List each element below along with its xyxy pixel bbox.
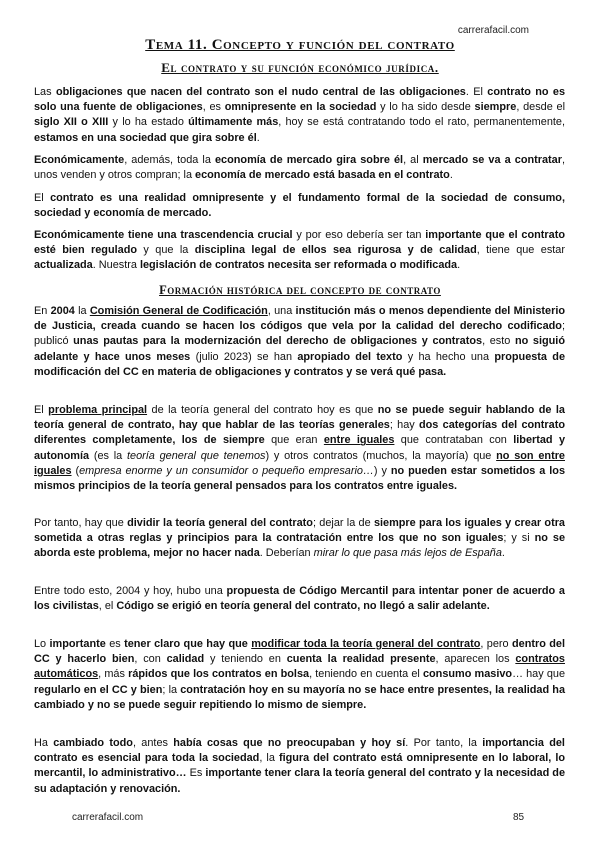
text-run: la	[74, 305, 90, 317]
text-run: cambiado todo	[53, 737, 133, 749]
text-run: , además, toda la	[124, 154, 215, 166]
text-run: tener claro que hay que	[124, 638, 252, 650]
text-run: , antes	[132, 737, 174, 749]
text-run: consumo masivo	[422, 668, 513, 681]
text-run: , unos venden y otros compran; la	[34, 154, 565, 182]
text-run: actualizada	[34, 259, 93, 272]
text-run: modificar toda la teoría general del contrato	[251, 638, 481, 650]
text-run: contratos automáticos	[34, 653, 565, 681]
text-run: . Deberían	[259, 547, 314, 560]
text-run: y lo ha estado	[108, 116, 189, 129]
paragraph	[34, 637, 565, 713]
text-run: teoría general que tenemos	[127, 449, 266, 462]
section-title-1: El contrato y su función económico jurídica.	[161, 60, 439, 75]
text-run: importante	[49, 638, 106, 650]
page-title: Tema 11. Concepto y función del contrato	[145, 37, 455, 53]
text-run: , al	[403, 154, 423, 166]
text-run: estamos en una sociedad que gira sobre él	[34, 131, 257, 144]
paragraph	[34, 191, 565, 221]
text-run: . Nuestra	[92, 259, 140, 272]
text-run: El	[34, 404, 49, 416]
text-run: es	[105, 638, 125, 650]
text-run: , pero	[480, 638, 512, 650]
text-run: , desde el	[516, 101, 565, 114]
paragraph	[34, 584, 565, 614]
text-run: , más	[98, 668, 129, 681]
text-run: y por eso debería ser tan	[292, 229, 426, 241]
text-run: propuesta de modificación del CC en materia de obligaciones y contratos y se verá qué pasa.	[34, 350, 566, 378]
text-run: institución más o menos dependiente del Ministerio de Justicia, creada cuando se hacen los códigos que vela por la calidad del derecho codificado	[34, 305, 566, 333]
text-run: , hoy se está contratando todo el rato, permanentemente,	[278, 116, 565, 129]
text-run: … hay que	[512, 668, 566, 681]
text-run: omnipresente en la sociedad	[224, 101, 377, 114]
paragraph	[34, 85, 565, 146]
text-run: Comisión General de Codificación	[89, 305, 268, 317]
text-run: (julio 2023) se han	[190, 350, 298, 363]
text-run: problema principal	[48, 404, 148, 416]
text-run: no se aborda este problema, mejor no hacer nada	[34, 532, 565, 560]
text-run: economía de mercado está basada en el contrato	[195, 169, 450, 182]
text-run: ; publicó	[34, 320, 565, 348]
text-run: siempre para los iguales y crear otra sometida a otras reglas y principios para la contratación entre los que no son iguales	[34, 517, 565, 545]
text-run: importante que el contrato esté bien regulado	[34, 229, 565, 257]
text-run: ; la	[162, 683, 181, 696]
text-run: (es la	[89, 449, 127, 462]
text-run: y ha hecho una	[402, 350, 495, 363]
text-run: ) y otros contratos (muchos, la mayoría) que	[265, 449, 497, 462]
text-run: no se puede seguir hablando de la teoría general de contrato, hay que hablar de las teorías generales	[34, 404, 565, 432]
paragraph	[34, 153, 565, 183]
text-run: .	[449, 169, 453, 182]
text-run: , aparecen los	[435, 653, 516, 666]
text-run: que eran	[264, 434, 324, 447]
text-run: mirar lo que pasa más lejos de España	[313, 547, 502, 560]
text-run: siempre	[474, 101, 517, 114]
text-run: Lo	[34, 638, 50, 650]
text-run: Ha	[34, 737, 54, 749]
text-run: .	[256, 131, 260, 144]
header-site: carrerafacil.com	[457, 25, 529, 36]
text-run: ; dejar la de	[312, 517, 374, 529]
text-run: , una	[267, 305, 296, 317]
text-run: Económicamente tiene una trascendencia crucial	[34, 229, 293, 241]
paragraph	[34, 736, 565, 797]
text-run: contrato no es solo una fuente de obligaciones	[34, 86, 566, 114]
text-run: que contrataban con	[394, 434, 514, 447]
text-run: dos categorías del contrato diferentes completamente, los de siempre	[34, 419, 566, 447]
text-run: , el	[98, 600, 117, 613]
text-run: rápidos que los contratos en bolsa	[128, 668, 310, 681]
text-run: contrato es una realidad omnipresente y el fundamento formal de la sociedad de consumo, sociedad y economía de mercado.	[34, 192, 565, 220]
text-run: mercado se va a contratar	[422, 154, 562, 166]
text-run: legislación de contratos necesita ser reformada o modificada	[139, 259, 458, 272]
footer-site: carrerafacil.com	[72, 812, 144, 823]
text-run: El	[34, 192, 51, 204]
text-run: libertad y autonomía	[34, 434, 566, 462]
paragraph	[34, 403, 565, 494]
text-run: .	[457, 259, 461, 272]
text-run: Es	[186, 767, 206, 780]
text-run: últimamente más	[188, 116, 279, 129]
text-run: economía de mercado gira sobre él	[215, 154, 404, 166]
text-run: empresa enorme y un consumidor o pequeño empresario…	[79, 464, 374, 477]
text-run: dentro del CC y hacerlo bien	[34, 638, 566, 666]
page-number: 85	[513, 812, 525, 823]
text-run: (	[71, 464, 80, 477]
text-run: propuesta de Código Mercantil para intentar poner de acuerdo a los civilistas	[34, 585, 565, 613]
text-run: obligaciones que nacen del contrato son el nudo central de las obligaciones	[55, 86, 466, 98]
text-run: calidad	[166, 653, 205, 666]
text-run: .	[501, 547, 505, 560]
text-run: no pueden estar sometidos a los mismos principios de la teoría general pensados para los contratos entre iguales.	[34, 464, 566, 493]
text-run: 2004	[50, 305, 75, 317]
text-run: dividir la teoría general del contrato	[127, 517, 313, 529]
text-run: Código se erigió en teoría general del contrato, no llegó a salir adelante.	[116, 600, 490, 613]
text-run: Económicamente	[34, 154, 125, 166]
text-run: figura del contrato está omnipresente en lo laboral, lo mercantil, lo administrativo…	[34, 752, 565, 780]
text-run: había cosas que no preocupaban y hoy sí	[173, 737, 406, 749]
text-run: contratación hoy en su mayoría no se hace entre presentes, la realidad ha cambiado y no se puede seguir repitiendo lo mismo de siempre.	[34, 683, 566, 711]
text-run: apropiado del texto	[297, 350, 403, 363]
section-title-2: Formación histórica del concepto de contrato	[159, 283, 441, 297]
text-run: disciplina legal de ellos sea rigurosa y de calidad	[194, 244, 477, 257]
text-run: unas pautas para la modernización del derecho de obligaciones y contratos	[73, 335, 483, 348]
text-run: En	[34, 305, 51, 317]
text-run: no siguió adelante y hace unos meses	[34, 335, 565, 363]
text-run: . Por tanto, la	[405, 737, 483, 749]
text-run: , tiene que estar	[476, 244, 565, 257]
text-run: Las	[34, 86, 56, 98]
text-run: Entre todo esto, 2004 y hoy, hubo una	[34, 585, 227, 597]
paragraph	[34, 304, 565, 380]
text-run: , es	[202, 101, 225, 114]
text-run: y que la	[137, 244, 195, 257]
text-run: ; hay	[389, 419, 419, 432]
text-run: y teniendo en	[204, 653, 287, 666]
text-run: no son entre iguales	[34, 449, 565, 477]
text-run: importante tener clara la teoría general del contrato y la necesidad de su adaptación y renovación.	[34, 767, 566, 795]
text-run: , esto	[482, 335, 515, 348]
text-run: , la	[259, 752, 279, 765]
paragraph	[34, 516, 565, 562]
text-run: Por tanto, hay que	[34, 517, 128, 529]
text-run: y lo ha sido desde	[376, 101, 475, 114]
text-run: entre iguales	[323, 434, 395, 447]
text-run: cuenta la realidad presente	[286, 653, 436, 666]
text-run: ) y	[373, 464, 391, 477]
text-run: , teniendo en cuenta el	[309, 668, 423, 681]
paragraph	[34, 228, 565, 274]
text-run: , con	[134, 653, 167, 666]
text-run: . El	[465, 86, 488, 98]
text-run: regularlo en el CC y bien	[34, 683, 163, 696]
text-run: de la teoría general del contrato hoy es que	[147, 404, 378, 416]
text-run: ; y si	[503, 532, 535, 545]
text-run: siglo XII o XIII	[34, 116, 109, 129]
text-run: importancia del contrato es esencial para toda la sociedad	[34, 737, 565, 765]
